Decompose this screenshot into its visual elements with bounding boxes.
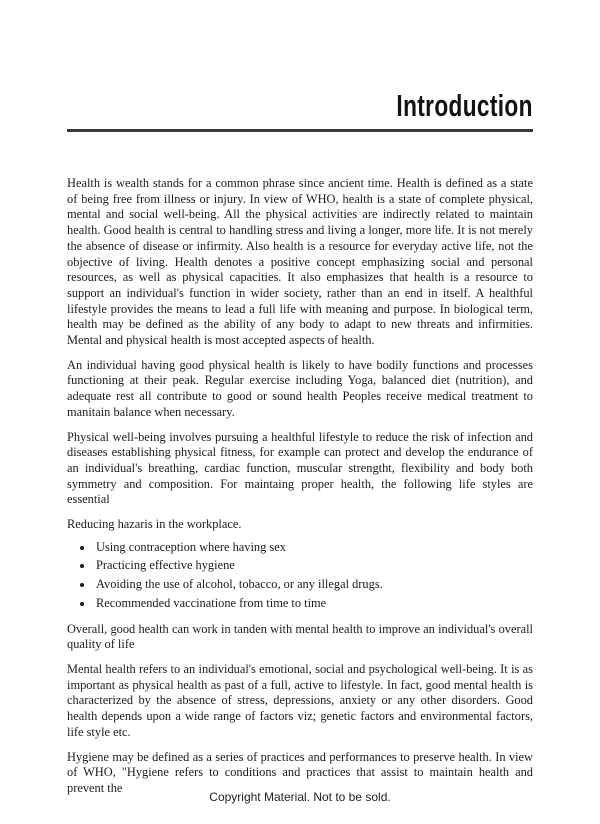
page-title: Introduction bbox=[396, 88, 533, 123]
list-item-vaccination: • Recommended vaccinatione from time to time bbox=[94, 596, 533, 612]
paragraph-list-lead-in: Reducing hazaris in the workplace. bbox=[67, 517, 242, 532]
chapter-title-row bbox=[67, 0, 533, 121]
paragraph-overall-health: Overall, good health can work in tanden with mental health to improve an individual's overall quality of life bbox=[67, 621, 533, 652]
copyright-footer: Copyright Material. Not to be sold. bbox=[209, 790, 391, 804]
paragraph-physical-health: An individual having good physical health is likely to have bodily functions and processes functioning at their peak. Regular exercise including Yoga, balanced diet (nutrition), and adequate rest all contribute to good or sound health Peoples receive medical treatment to manitain balance when necessary. bbox=[67, 357, 533, 419]
title-rule bbox=[67, 129, 533, 132]
list-item-avoid-substances: • Avoiding the use of alcohol, tobacco, or any illegal drugs. bbox=[94, 577, 533, 593]
paragraph-health-definition: Health is wealth stands for a common phrase since ancient time. Health is defined as a state of being free from illness or injury. In view of WHO, health is a state of complete physical, mental and social well-being. All the physical activities are indirectly related to maintain health. Good health is central to handling stress and living a longer, more life. It is not merely the absence of disease or infirmity. Also health is a resource for everyday active life, not the objective of living. Health denotes a positive concept emphasizing social and personal resources, as well as physical capacities. It also emphasizes that health is a resource to support an individual's function in wider society, rather than an end in itself. A healthful lifestyle provides the means to lead a full life with meaning and purpose. In biological term, health may be defined as the ability of any body to adapt to new threats and infirmities. Mental and physical health is most accepted aspects of health. bbox=[67, 176, 533, 348]
document-body bbox=[67, 176, 533, 797]
paragraph-physical-wellbeing: Physical well-being involves pursuing a healthful lifestyle to reduce the risk of infection and diseases establishing physical fitness, for example can protect and develop the endurance of an individual's breathing, cardiac function, muscular strengtht, flexibility and body both symmetry and composition. For maintaing proper health, the following life styles are essential bbox=[67, 429, 533, 507]
list-item-hygiene: • Practicing effective hygiene bbox=[94, 558, 533, 574]
paragraph-mental-health: Mental health refers to an individual's emotional, social and psychological well-being. It is as important as physical health as past of a full, active to lifestyle. In fact, good mental health is characterized by the absence of stress, depressions, anxiety or any other disorders. Good health depends upon a wide range of factors viz; genetic factors and environmental factors, life style etc. bbox=[67, 661, 533, 739]
bullet-list bbox=[67, 540, 533, 612]
paragraph-hygiene: Hygiene may be defined as a series of practices and performances to preserve health. In view of WHO, "Hygiene refers to conditions and practices that assist to maintain health and prevent the bbox=[67, 749, 533, 795]
list-item-contraception: • Using contraception where having sex bbox=[94, 540, 533, 556]
